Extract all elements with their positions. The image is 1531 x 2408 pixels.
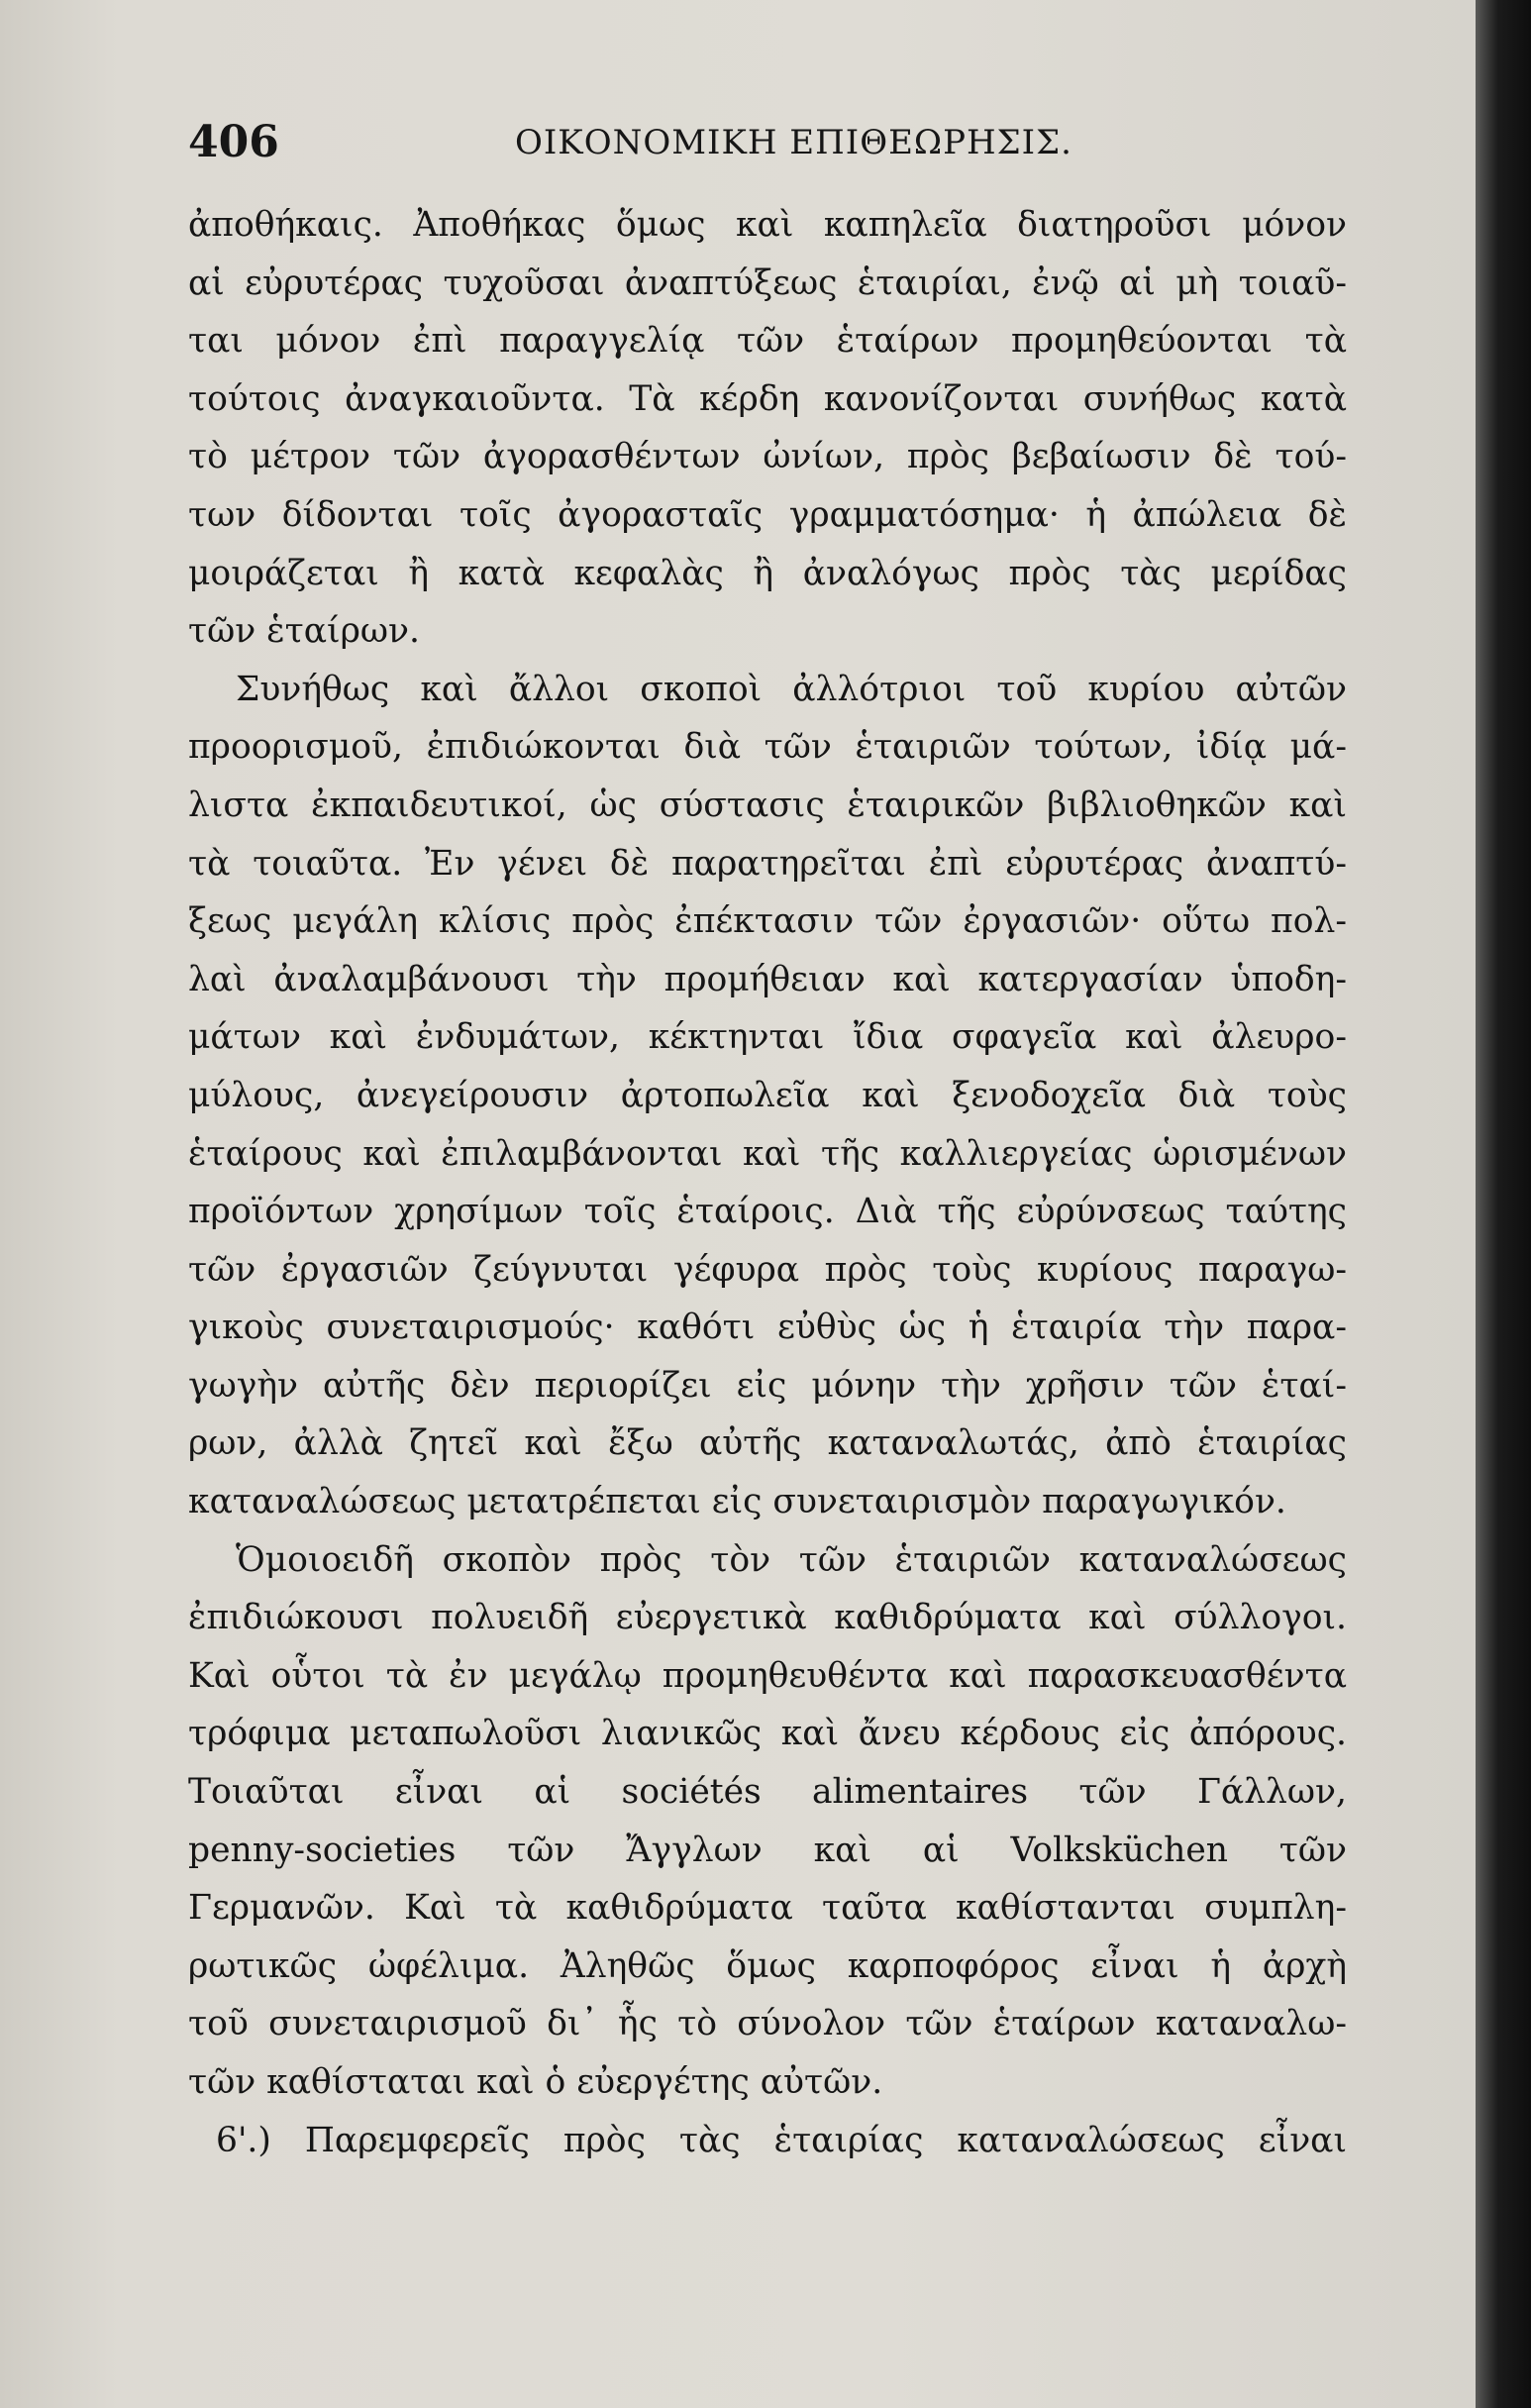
text-line: 6'.) Παρεμφερεῖς πρὸς τὰς ἑταιρίας καταναλώσεως εἶναι bbox=[216, 2120, 1347, 2160]
text-line: Ὁμοιοειδῆ σκοπὸν πρὸς τὸν τῶν ἑταιριῶν καταναλώσεως bbox=[236, 1539, 1347, 1580]
text-line: μοιράζεται ἢ κατὰ κεφαλὰς ἢ ἀναλόγως πρὸς τὰς μερίδας bbox=[188, 553, 1347, 593]
text-line: τῶν ἐργασιῶν ζεύγνυται γέφυρα πρὸς τοὺς κυρίους παραγω- bbox=[188, 1249, 1347, 1290]
text-line: penny-societies τῶν Ἄγγλων καὶ αἱ Volksküchen τῶν bbox=[188, 1830, 1347, 1870]
text-line: των δίδονται τοῖς ἀγορασταῖς γραμματόσημα· ἡ ἀπώλεια δὲ bbox=[188, 494, 1347, 535]
text-line: ρωτικῶς ὠφέλιμα. Ἀληθῶς ὅμως καρποφόρος εἶναι ἡ ἀρχὴ bbox=[188, 1945, 1347, 1986]
text-line: ἐπιδιώκουσι πολυειδῆ εὐεργετικὰ καθιδρύματα καὶ σύλλογοι. bbox=[188, 1598, 1347, 1638]
text-line: Γερμανῶν. Καὶ τὰ καθιδρύματα ταῦτα καθίστανται συμπλη- bbox=[188, 1888, 1347, 1929]
text-line: γικοὺς συνεταιρισμούς· καθότι εὐθὺς ὡς ἡ ἑταιρία τὴν παρα- bbox=[188, 1308, 1347, 1348]
text-line: λαὶ ἀναλαμβάνουσι τὴν προμήθειαν καὶ κατεργασίαν ὑποδη- bbox=[188, 959, 1347, 999]
text-line: ἑταίρους καὶ ἐπιλαμβάνονται καὶ τῆς καλλιεργείας ὡρισμένων bbox=[188, 1133, 1347, 1174]
text-line: προορισμοῦ, ἐπιδιώκονται διὰ τῶν ἑταιριῶν τούτων, ἰδίᾳ μά- bbox=[188, 727, 1347, 768]
text-line: μάτων καὶ ἐνδυμάτων, κέκτηνται ἴδια σφαγεῖα καὶ ἀλευρο- bbox=[188, 1017, 1347, 1058]
page-number: 406 bbox=[188, 117, 279, 167]
text-line: ται μόνον ἐπὶ παραγγελίᾳ τῶν ἑταίρων προμηθεύονται τὰ bbox=[188, 321, 1347, 362]
text-line: προϊόντων χρησίμων τοῖς ἑταίροις. Διὰ τῆς εὐρύνσεως ταύτης bbox=[188, 1192, 1347, 1232]
text-line: Καὶ οὗτοι τὰ ἐν μεγάλῳ προμηθευθέντα καὶ παρασκευασθέντα bbox=[188, 1655, 1347, 1696]
text-line: μύλους, ἀνεγείρουσιν ἀρτοπωλεῖα καὶ ξενοδοχεῖα διὰ τοὺς bbox=[188, 1075, 1347, 1115]
text-line: λιστα ἐκπαιδευτικοί, ὡς σύστασις ἑταιρικῶν βιβλιοθηκῶν καὶ bbox=[188, 785, 1347, 825]
text-line: καταναλώσεως μετατρέπεται εἰς συνεταιρισμὸν παραγωγικόν. bbox=[188, 1482, 1286, 1522]
text-line: τρόφιμα μεταπωλοῦσι λιανικῶς καὶ ἄνευ κέρδους εἰς ἀπόρους. bbox=[188, 1714, 1347, 1754]
text-line: τούτοις ἀναγκαιοῦντα. Τὰ κέρδη κανονίζονται συνήθως κατὰ bbox=[188, 378, 1347, 419]
text-line: ἀποθήκαις. Ἀποθήκας ὅμως καὶ καπηλεῖα διατηροῦσι μόνον bbox=[188, 205, 1347, 245]
text-line: Συνήθως καὶ ἄλλοι σκοποὶ ἀλλότριοι τοῦ κυρίου αὐτῶν bbox=[236, 669, 1347, 709]
text-line: ξεως μεγάλη κλίσις πρὸς ἐπέκτασιν τῶν ἐργασιῶν· οὕτω πολ- bbox=[188, 901, 1347, 942]
text-line: ρων, ἀλλὰ ζητεῖ καὶ ἔξω αὐτῆς καταναλωτάς, ἀπὸ ἑταιρίας bbox=[188, 1423, 1347, 1464]
body-text bbox=[188, 196, 1347, 2169]
text-line: αἱ εὐρυτέρας τυχοῦσαι ἀναπτύξεως ἑταιρίαι, ἐνῷ αἱ μὴ τοιαῦ- bbox=[188, 262, 1347, 303]
text-line: τῶν ἑταίρων. bbox=[188, 611, 420, 652]
running-title: ΟΙΚΟΝΟΜΙΚΗ ΕΠΙΘΕΩΡΗΣΙΣ. bbox=[515, 123, 1072, 162]
text-line: τοῦ συνεταιρισμοῦ δι᾽ ἧς τὸ σύνολον τῶν ἑταίρων καταναλω- bbox=[188, 2004, 1347, 2044]
text-line: τῶν καθίσταται καὶ ὁ εὐεργέτης αὐτῶν. bbox=[188, 2062, 883, 2102]
text-line: τὸ μέτρον τῶν ἀγορασθέντων ὠνίων, πρὸς βεβαίωσιν δὲ τού- bbox=[188, 437, 1347, 477]
scan-edge bbox=[1476, 0, 1531, 2408]
page-header bbox=[188, 117, 1357, 186]
text-line: τὰ τοιαῦτα. Ἐν γένει δὲ παρατηρεῖται ἐπὶ εὐρυτέρας ἀναπτύ- bbox=[188, 843, 1347, 884]
text-line: Τοιαῦται εἶναι αἱ sociétés alimentaires τῶν Γάλλων, bbox=[188, 1772, 1347, 1813]
text-line: γωγὴν αὐτῆς δὲν περιορίζει εἰς μόνην τὴν χρῆσιν τῶν ἑταί- bbox=[188, 1365, 1347, 1406]
